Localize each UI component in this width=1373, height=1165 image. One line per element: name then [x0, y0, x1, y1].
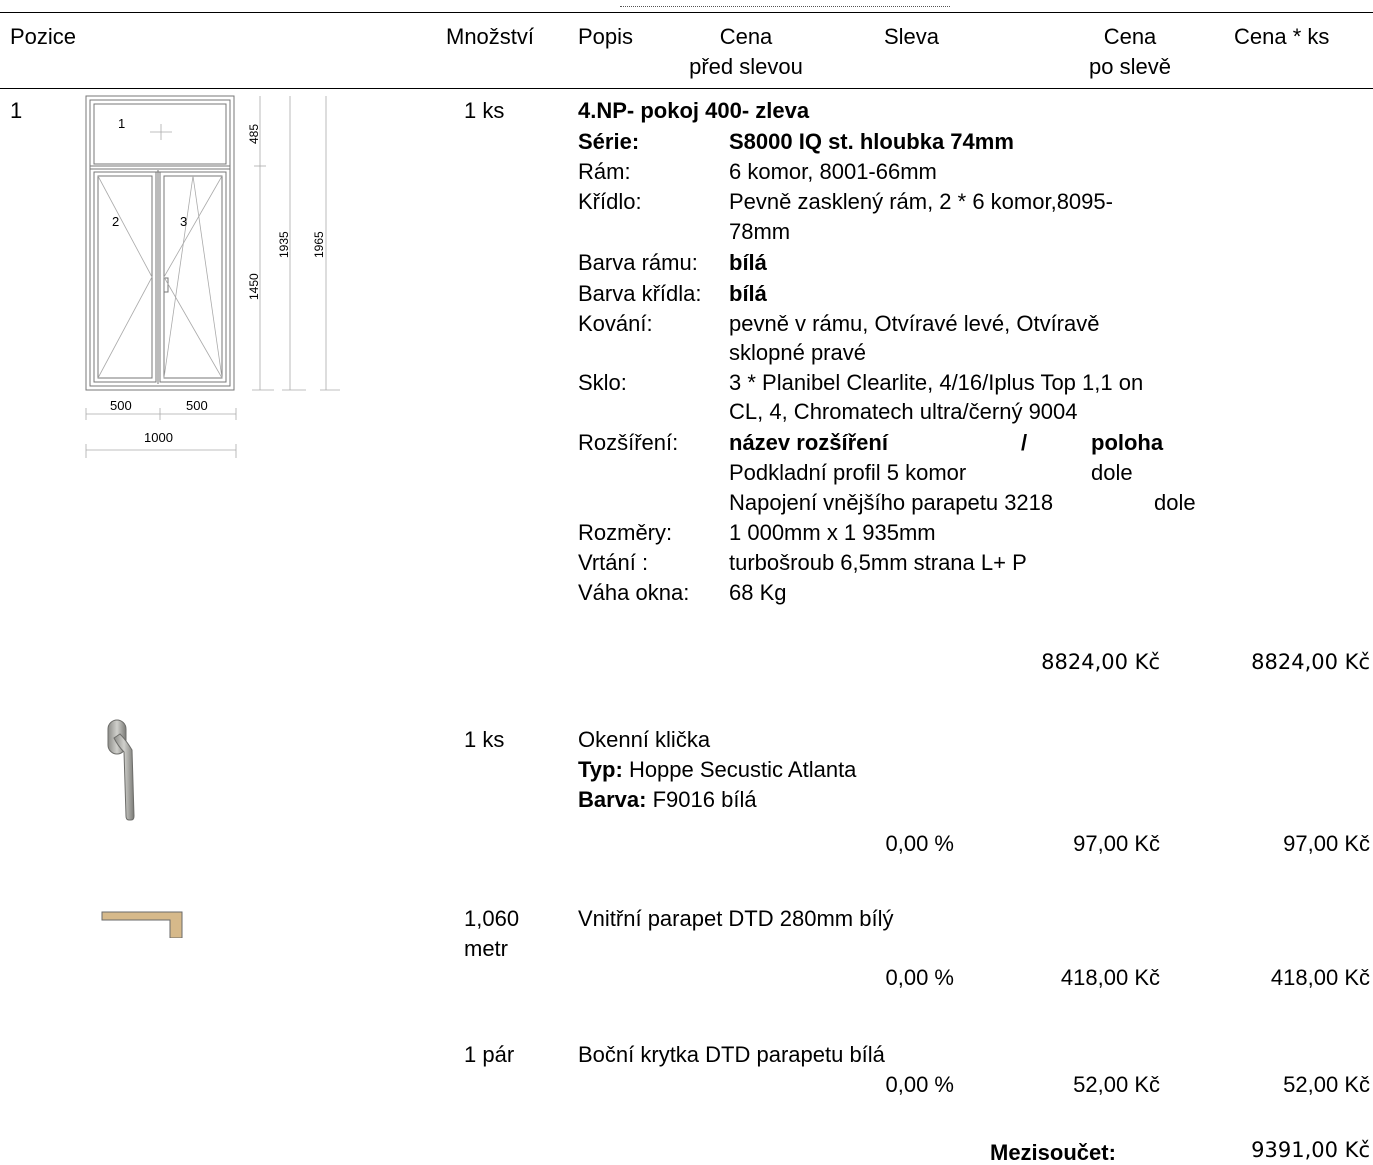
- dim-1935: 1935: [277, 231, 291, 258]
- item1-hardware-value-1: pevně v rámu, Otvíravé levé, Otvíravě: [729, 311, 1100, 336]
- item1-sash-value-2: 78mm: [729, 219, 791, 244]
- header-price-before-line1: Cena: [719, 24, 773, 49]
- item1-drill-label: Vrtání :: [578, 550, 649, 575]
- pane-label-2: 2: [112, 214, 120, 229]
- item1-price-after: 8824,00 Kč: [1041, 650, 1160, 674]
- header-price-after-line1: Cena: [1103, 24, 1157, 49]
- item2-price-after: 97,00 Kč: [1073, 831, 1160, 856]
- item2-color-label: Barva:: [578, 787, 647, 812]
- item1-extension-row-name: Podkladní profil 5 komor: [729, 460, 967, 485]
- item2-price-total: 97,00 Kč: [1283, 831, 1370, 856]
- header-quantity: Množství: [446, 24, 535, 49]
- item1-glass-value-2: CL, 4, Chromatech ultra/černý 9004: [729, 399, 1078, 424]
- item1-glass-value-1: 3 * Planibel Clearlite, 4/16/Iplus Top 1,1 on: [729, 370, 1144, 395]
- item4-price-after: 52,00 Kč: [1073, 1072, 1160, 1097]
- item1-extension-label: Rozšíření:: [578, 430, 679, 455]
- item1-sash-label: Křídlo:: [578, 189, 642, 214]
- item1-drill-value: turbošroub 6,5mm strana L+ P: [729, 550, 1027, 575]
- item1-extension-row-name: Napojení vnějšího parapetu 3218: [729, 490, 1054, 515]
- item2-type-value: Hoppe Secustic Atlanta: [628, 757, 857, 782]
- item2-quantity: 1 ks: [464, 727, 505, 752]
- header-top-rule: [0, 12, 1373, 13]
- item1-weight-label: Váha okna:: [578, 580, 690, 605]
- item1-series-label: Série:: [578, 129, 640, 154]
- item3-quantity-line1: 1,060: [464, 906, 520, 931]
- dim-1450: 1450: [247, 273, 261, 300]
- item1-sash-value-1: Pevně zasklený rám, 2 * 6 komor,8095-: [729, 189, 1113, 214]
- pane-label-1: 1: [118, 116, 126, 131]
- item1-weight-value: 68 Kg: [729, 580, 787, 605]
- dim-1965: 1965: [312, 231, 326, 258]
- item1-hardware-label: Kování:: [578, 311, 653, 336]
- pane-label-3: 3: [180, 214, 188, 229]
- header-bottom-rule: [0, 88, 1373, 89]
- header-discount: Sleva: [884, 24, 940, 49]
- item2-type: [578, 757, 856, 782]
- item4-title: Boční krytka DTD parapetu bílá: [578, 1042, 885, 1067]
- item3-title: Vnitřní parapet DTD 280mm bílý: [578, 906, 894, 931]
- window-sill-image: [100, 908, 190, 938]
- item1-frame-color-label: Barva rámu:: [578, 250, 698, 275]
- item1-price-total: 8824,00 Kč: [1251, 650, 1370, 674]
- item2-color: [578, 787, 757, 812]
- dim-1000: 1000: [144, 430, 173, 445]
- item1-sash-color-label: Barva křídla:: [578, 281, 702, 306]
- item1-extension-row-pos: dole: [1091, 460, 1133, 485]
- header-price-after-line2: po slevě: [1089, 54, 1171, 79]
- item1-extension-head-pos: poloha: [1091, 430, 1164, 455]
- item1-frame-label: Rám:: [578, 159, 631, 184]
- window-drawing: [80, 92, 350, 472]
- item1-quantity: 1 ks: [464, 98, 505, 123]
- subtotal-value: 9391,00 Kč: [1251, 1138, 1370, 1162]
- item3-price-total: 418,00 Kč: [1270, 965, 1370, 990]
- item1-extension-head-sep: /: [1021, 430, 1028, 455]
- dim-500-left: 500: [110, 398, 132, 413]
- item1-frame-value: 6 komor, 8001-66mm: [729, 159, 937, 184]
- item1-dims-label: Rozměry:: [578, 520, 673, 545]
- item1-glass-label: Sklo:: [578, 370, 627, 395]
- item1-extension-head-name: název rozšíření: [729, 430, 888, 455]
- item1-sash-color-value: bílá: [729, 281, 767, 306]
- item3-quantity-line2: metr: [464, 936, 508, 961]
- item4-discount: 0,00 %: [885, 1072, 954, 1097]
- item1-dims-value: 1 000mm x 1 935mm: [729, 520, 936, 545]
- header-top-dots: [620, 6, 950, 7]
- subtotal-label: Mezisoučet:: [990, 1140, 1116, 1165]
- item2-color-value: F9016 bílá: [652, 787, 757, 812]
- item4-price-total: 52,00 Kč: [1283, 1072, 1370, 1097]
- window-handle-image: [104, 716, 154, 846]
- header-price-total: Cena * ks: [1234, 24, 1330, 49]
- item3-price-after: 418,00 Kč: [1060, 965, 1160, 990]
- item1-position: 1: [10, 98, 23, 123]
- dim-500-right: 500: [186, 398, 208, 413]
- item1-hardware-value-2: sklopné pravé: [729, 340, 866, 365]
- item1-extension-row-pos: dole: [1154, 490, 1196, 515]
- item1-frame-color-value: bílá: [729, 250, 767, 275]
- item1-series-value: S8000 IQ st. hloubka 74mm: [729, 129, 1014, 154]
- item2-discount: 0,00 %: [885, 831, 954, 856]
- item1-title: 4.NP- pokoj 400- zleva: [578, 98, 810, 123]
- dim-485: 485: [247, 123, 261, 144]
- header-price-before-line2: před slevou: [689, 54, 803, 79]
- item3-discount: 0,00 %: [885, 965, 954, 990]
- item2-title: Okenní klička: [578, 727, 711, 752]
- header-position: Pozice: [10, 24, 77, 49]
- item2-type-label: Typ:: [578, 757, 623, 782]
- item4-quantity: 1 pár: [464, 1042, 515, 1067]
- header-description: Popis: [578, 24, 634, 49]
